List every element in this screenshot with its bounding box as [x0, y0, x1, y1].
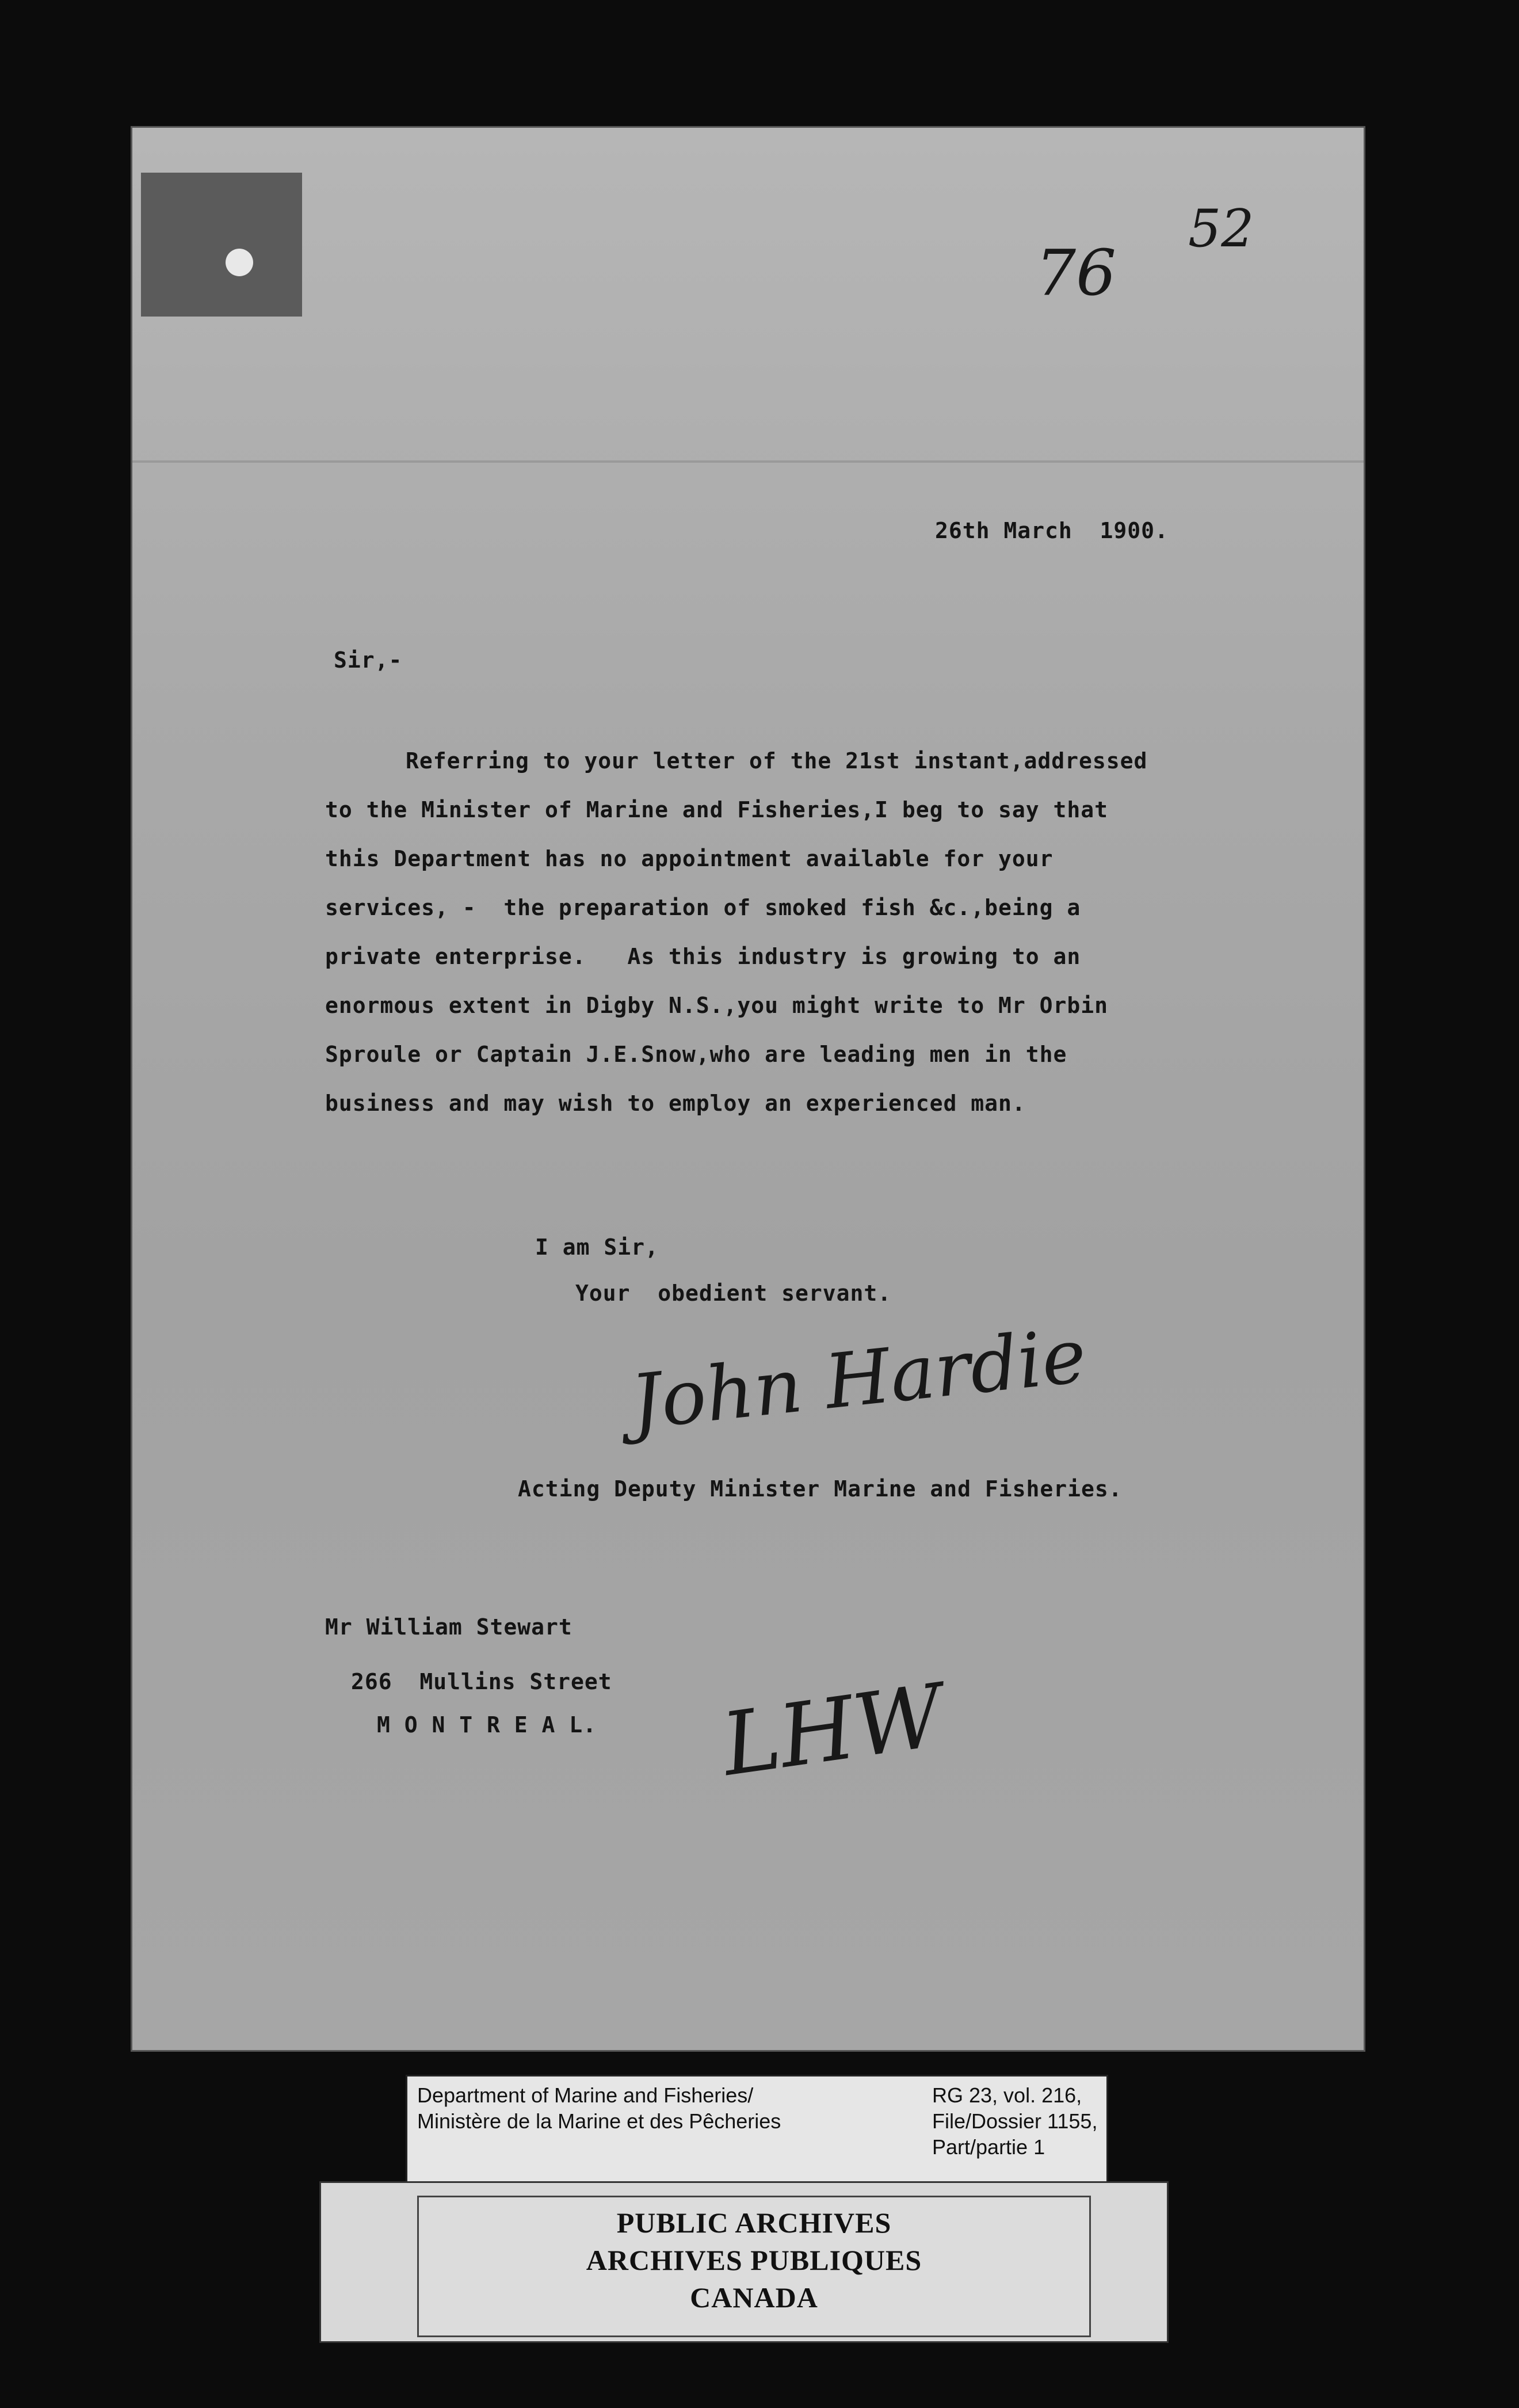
- body-line: business and may wish to employ an experienced man.: [325, 1091, 1026, 1116]
- initials: LHW: [716, 1666, 949, 1796]
- signatory-title: Acting Deputy Minister Marine and Fisheries.: [518, 1476, 1123, 1502]
- addressee-name: Mr William Stewart: [325, 1614, 573, 1640]
- signature: John Hardie: [627, 1311, 1090, 1447]
- label-department-en: Department of Marine and Fisheries/: [417, 2083, 754, 2107]
- salutation: Sir,-: [334, 647, 403, 673]
- label-reference: RG 23, vol. 216,: [932, 2083, 1082, 2107]
- body-line: Referring to your letter of the 21st instant,addressed: [406, 748, 1148, 774]
- body-line: services, - the preparation of smoked fish &c.,being a: [325, 895, 1081, 920]
- body-line: enormous extent in Digby N.S.,you might write to Mr Orbin: [325, 993, 1109, 1018]
- body-line: private enterprise. As this industry is growing to an: [325, 944, 1081, 969]
- page-fold: [132, 460, 1364, 463]
- closing-line: I am Sir,: [535, 1235, 659, 1260]
- paper-clip-mark: [141, 173, 302, 317]
- label-department-fr: Ministère de la Marine et des Pêcheries: [417, 2109, 781, 2133]
- closing-line: Your obedient servant.: [575, 1281, 892, 1306]
- letter-date: 26th March 1900.: [935, 518, 1169, 543]
- punch-hole: [226, 249, 253, 276]
- body-line: this Department has no appointment available for your: [325, 846, 1054, 871]
- body-line: Sproule or Captain J.E.Snow,who are leading men in the: [325, 1042, 1067, 1067]
- label-reference: Part/partie 1: [932, 2135, 1045, 2159]
- addressee-city: M O N T R E A L.: [377, 1712, 597, 1738]
- folio-number: 52: [1188, 199, 1254, 259]
- archive-tag-line: CANADA: [690, 2281, 818, 2314]
- archive-tag: [417, 2196, 1091, 2337]
- archive-tag-line: PUBLIC ARCHIVES: [616, 2207, 892, 2239]
- addressee-street: 266 Mullins Street: [351, 1669, 612, 1694]
- handwritten-mark: 76: [1036, 236, 1116, 310]
- label-reference: File/Dossier 1155,: [932, 2109, 1098, 2133]
- archive-tag-line: ARCHIVES PUBLIQUES: [586, 2244, 922, 2276]
- body-line: to the Minister of Marine and Fisheries,I beg to say that: [325, 797, 1109, 822]
